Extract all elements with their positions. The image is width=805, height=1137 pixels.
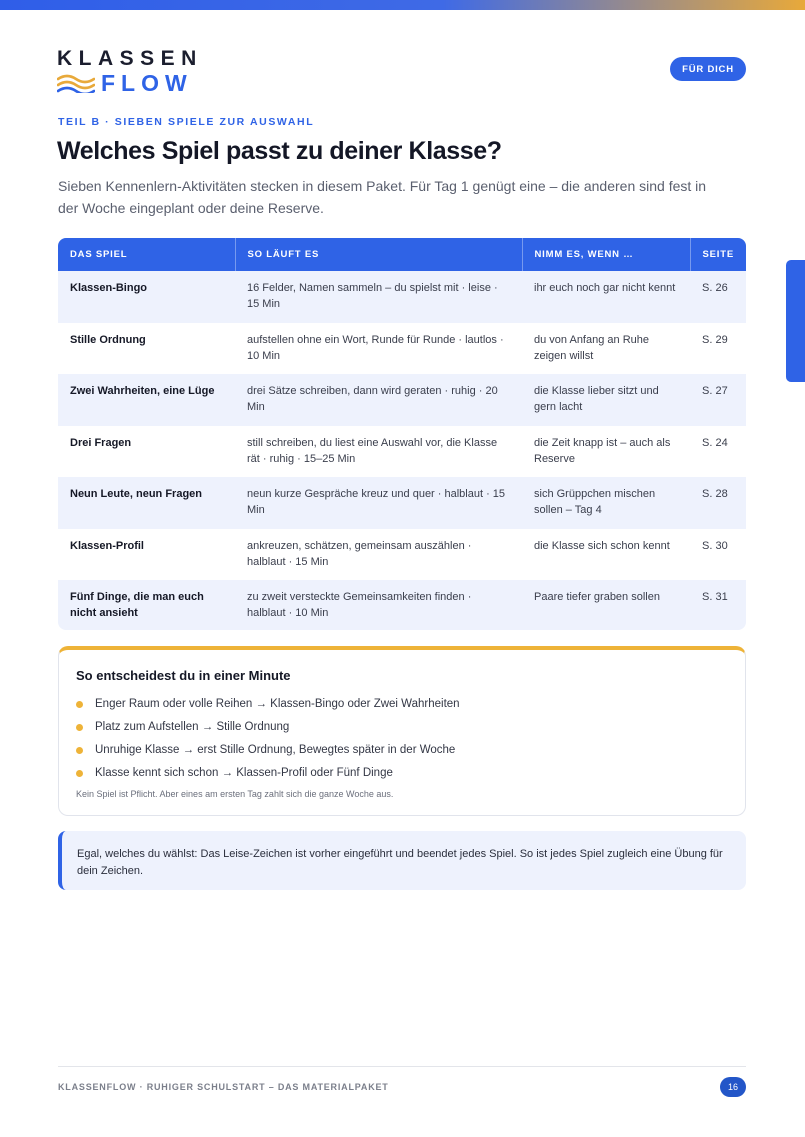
games-table [58, 238, 746, 630]
cell-how: neun kurze Gespräche kreuz und quer · halblaut · 15 Min [247, 488, 506, 516]
list-item-text: Enger Raum oder volle Reihen → Klassen-Bingo oder Zwei Wahrheiten [95, 698, 460, 710]
logo-wordmark-top: KLASSEN [57, 47, 203, 70]
cell-game: Zwei Wahrheiten, eine Lüge [70, 385, 215, 397]
cell-how: aufstellen ohne ein Wort, Runde für Runde · lautlos · 10 Min [247, 333, 504, 362]
cell-how: zu zweit versteckte Gemeinsamkeiten finden · halblaut · 10 Min [247, 591, 472, 619]
cell-game: Drei Fragen [70, 436, 132, 449]
bullet-dot-icon [76, 701, 83, 708]
footer-divider [58, 1066, 746, 1067]
cell-when: die Klasse sich schon kennt [534, 539, 670, 552]
top-accent-bar [0, 0, 805, 10]
list-item-text: Platz zum Aufstellen → Stille Ordnung [95, 721, 290, 733]
decision-box-title: So entscheidest du in einer Minute [76, 668, 291, 683]
decision-note: Kein Spiel ist Pflicht. Aber eines am ersten Tag zahlt sich die ganze Woche aus. [76, 789, 394, 799]
bullet-dot-icon [76, 724, 83, 731]
list-item [76, 739, 460, 762]
cell-when: du von Anfang an Ruhe zeigen willst [534, 333, 649, 362]
table-header-row [58, 238, 746, 271]
cell-when: sich Grüppchen mischen sollen – Tag 4 [534, 488, 656, 516]
table-row [58, 374, 746, 426]
cell-page: S. 27 [702, 385, 728, 397]
table-row [58, 529, 746, 581]
cell-when: die Zeit knapp ist – auch als Reserve [534, 436, 671, 465]
decision-list [76, 693, 460, 785]
cell-how: still schreiben, du liest eine Auswahl vor, die Klasse rät · ruhig · 15–25 Min [247, 436, 498, 465]
header-how: SO LÄUFT ES [235, 238, 522, 271]
cell-page: S. 26 [702, 282, 728, 294]
list-item [76, 693, 460, 716]
cell-when: ihr euch noch gar nicht kennt [534, 282, 676, 294]
cell-page: S. 28 [702, 488, 728, 500]
page-title: Welches Spiel passt zu deiner Klasse? [57, 137, 502, 165]
cell-game: Fünf Dinge, die man euch nicht ansieht [70, 591, 204, 619]
table-row [58, 580, 746, 630]
header-page: SEITE [702, 249, 734, 260]
wave-icon [57, 73, 95, 93]
table-row [58, 426, 746, 478]
section-eyebrow: TEIL B · SIEBEN SPIELE ZUR AUSWAHL [58, 116, 315, 128]
lead-paragraph: Sieben Kennenlern-Aktivitäten stecken in diesem Paket. Für Tag 1 genügt eine – die anderen sind fest in der Woche eingeplant oder deine Reserve. [58, 178, 707, 216]
cell-how: drei Sätze schreiben, dann wird geraten · ruhig · 20 Min [247, 385, 498, 413]
cell-game: Klassen-Profil [70, 539, 144, 552]
cell-when: die Klasse lieber sitzt und gern lacht [534, 385, 659, 413]
bullet-dot-icon [76, 747, 83, 754]
cell-how: ankreuzen, schätzen, gemeinsam auszählen · halblaut · 15 Min [247, 539, 472, 568]
section-side-tab [786, 260, 805, 382]
list-item [76, 716, 460, 739]
decision-box [58, 646, 746, 816]
cell-game: Neun Leute, neun Fragen [70, 488, 203, 500]
header-when: NIMM ES, WENN … [522, 238, 690, 271]
header-game: DAS SPIEL [58, 238, 235, 271]
bullet-dot-icon [76, 770, 83, 777]
cell-how: 16 Felder, Namen sammeln – du spielst mit · leise · 15 Min [247, 282, 498, 310]
cell-page: S. 24 [702, 436, 728, 449]
logo-wordmark-bottom: FLOW [101, 70, 193, 96]
cell-game: Klassen-Bingo [70, 282, 148, 294]
audience-badge: FÜR DICH [670, 57, 746, 81]
cell-page: S. 29 [702, 333, 728, 346]
games-table-container [58, 238, 746, 630]
cell-page: S. 31 [702, 591, 728, 603]
table-row [58, 323, 746, 375]
cell-page: S. 30 [702, 539, 728, 552]
callout-text: Egal, welches du wählst: Das Leise-Zeichen ist vorher eingeführt und beendet jedes Spiel. So ist jedes Spiel zugleich eine Übung für dein Zeichen. [77, 848, 723, 877]
table-row [58, 271, 746, 323]
page-number: 16 [720, 1077, 746, 1097]
list-item [76, 762, 460, 785]
cell-when: Paare tiefer graben sollen [534, 591, 660, 603]
list-item-text: Klasse kennt sich schon → Klassen-Profil oder Fünf Dinge [95, 767, 393, 779]
list-item-text: Unruhige Klasse → erst Stille Ordnung, Bewegtes später in der Woche [95, 744, 456, 756]
footer-text: KLASSENFLOW · RUHIGER SCHULSTART – DAS MATERIALPAKET [58, 1082, 389, 1092]
signal-callout [58, 831, 746, 890]
klassenflow-logo [57, 47, 203, 96]
cell-game: Stille Ordnung [70, 333, 146, 346]
table-row [58, 477, 746, 529]
